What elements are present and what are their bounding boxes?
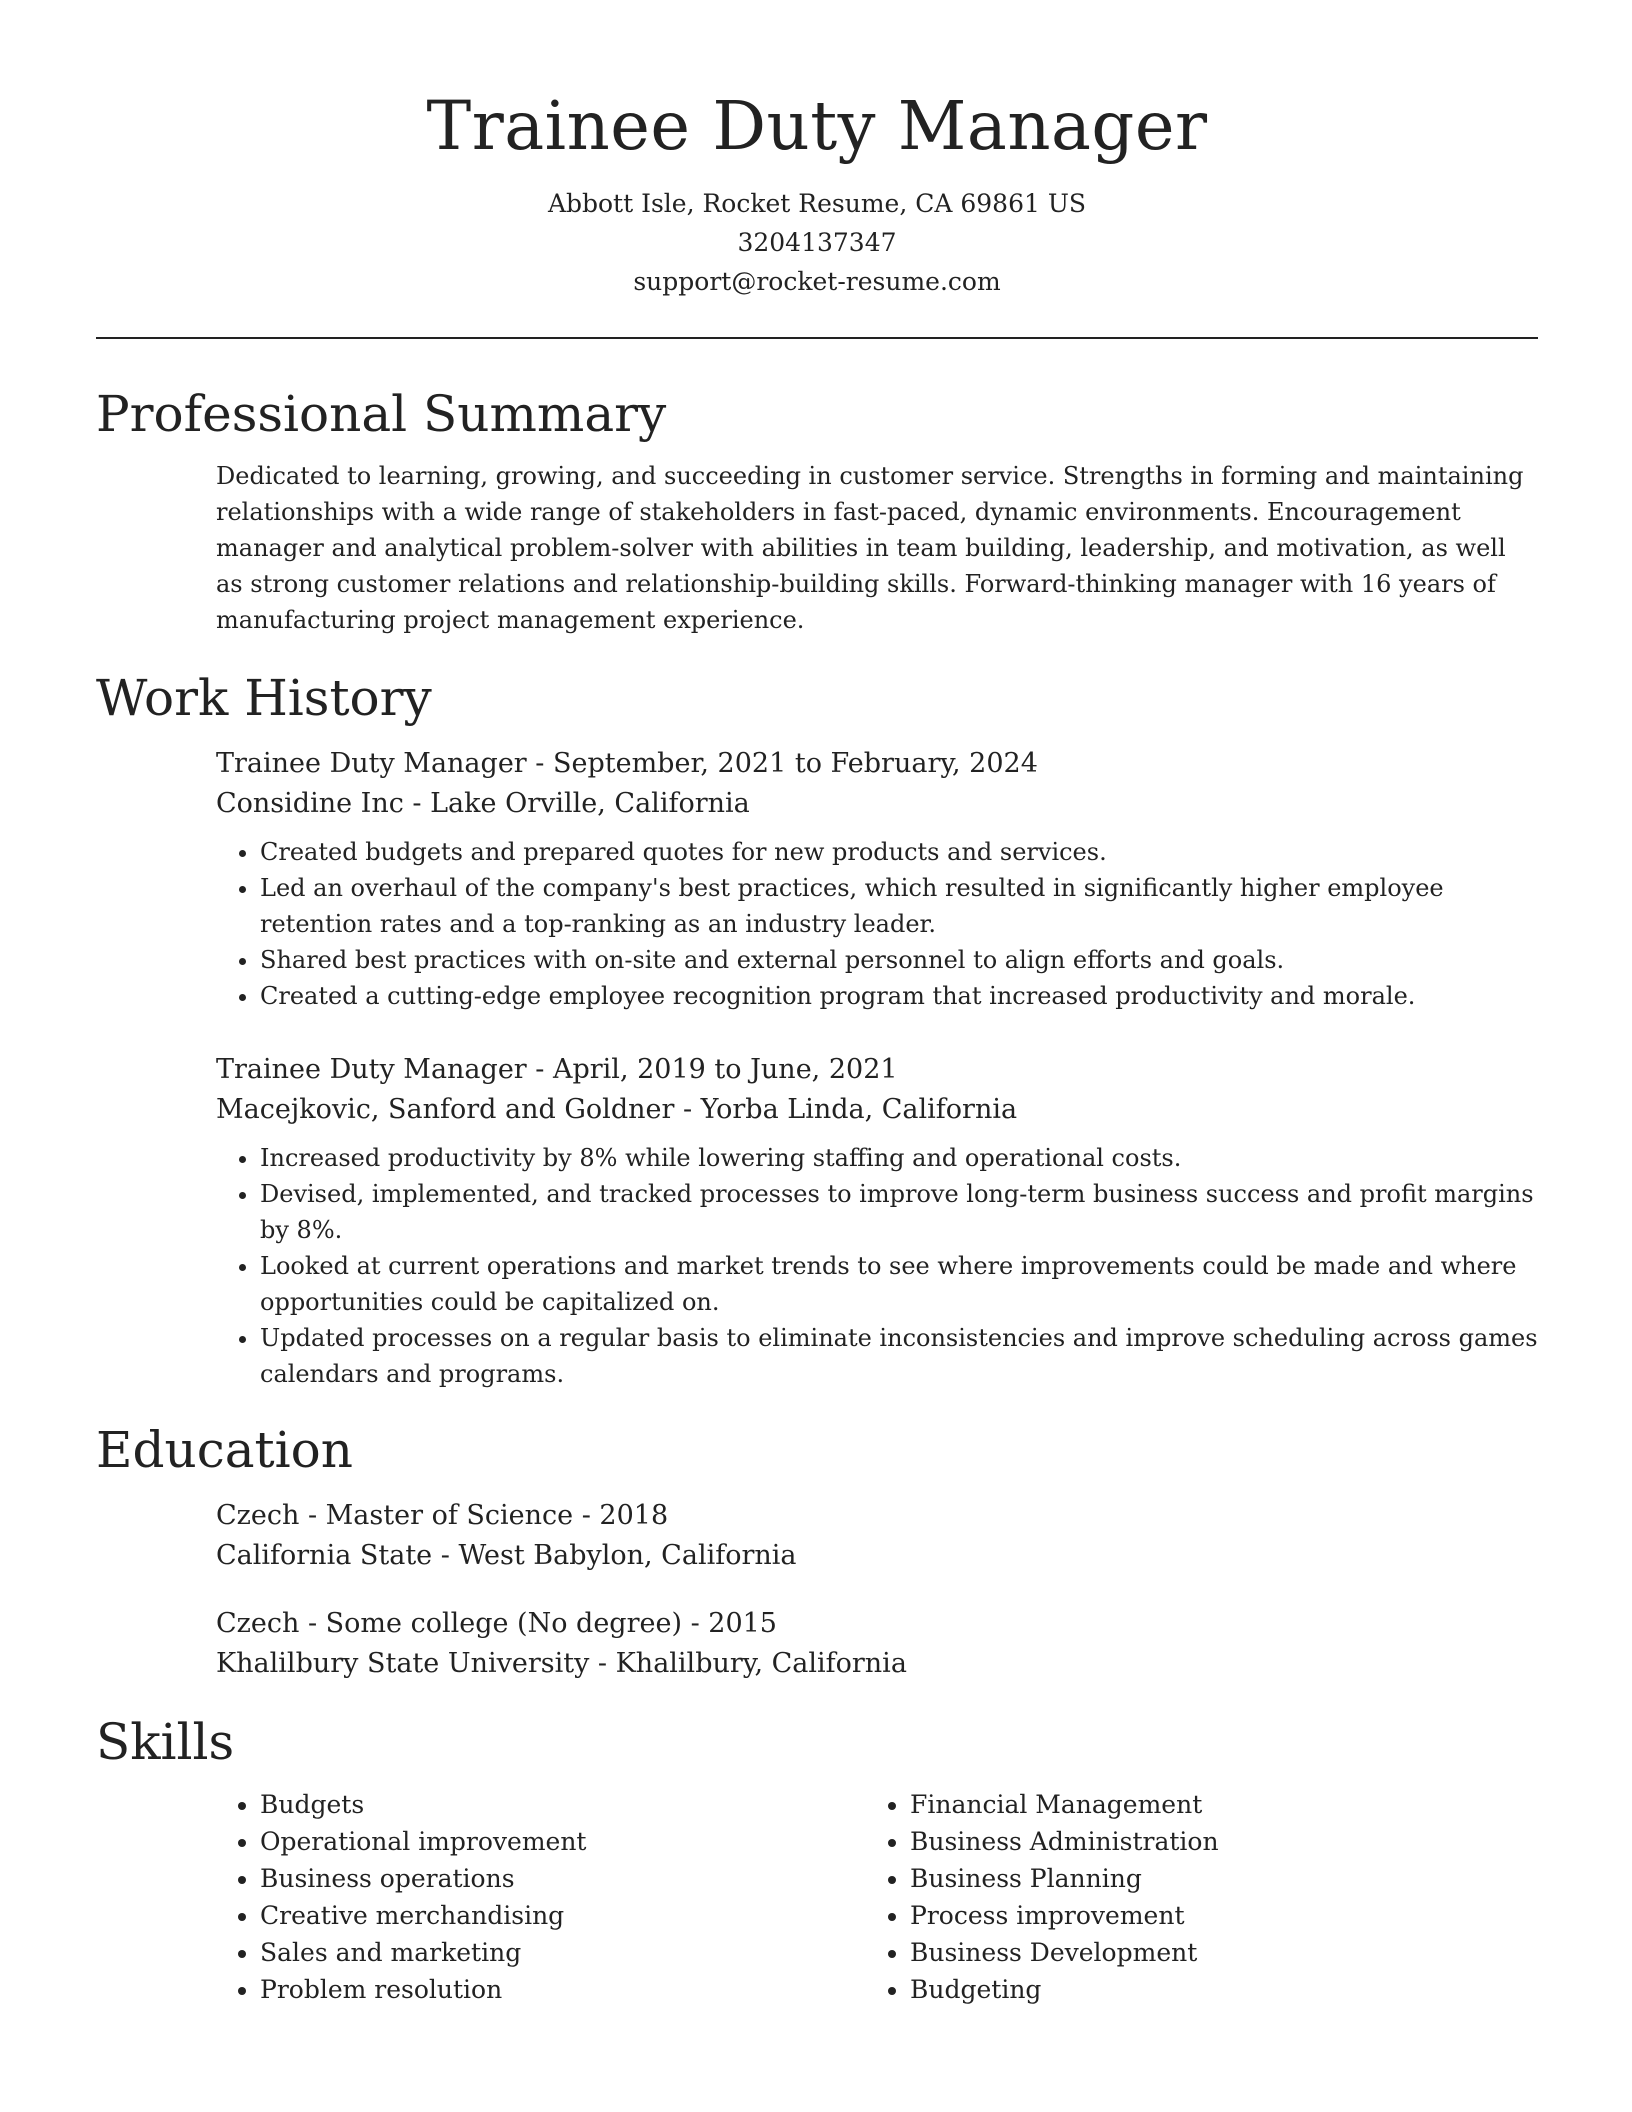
skills-section	[96, 1710, 1538, 2008]
skill-item: • Business Planning	[910, 1860, 1516, 1897]
education-title: Education	[96, 1421, 353, 1479]
job-bullets	[216, 834, 1538, 1014]
job-entry	[216, 744, 1538, 1014]
skills-column-left	[216, 1786, 866, 2008]
job-bullet: • Created a cutting-edge employee recognition program that increased productivity and morale.	[260, 978, 1538, 1014]
summary-section	[96, 382, 1538, 638]
job-bullet: • Updated processes on a regular basis to eliminate inconsistencies and improve scheduling across games calendars and programs.	[260, 1320, 1538, 1392]
job-bullet: • Increased productivity by 8% while lowering staffing and operational costs.	[260, 1140, 1538, 1176]
skills-title: Skills	[96, 1713, 235, 1771]
work-history-section	[96, 666, 1538, 1392]
job-title-line: Trainee Duty Manager - September, 2021 to February, 2024	[216, 748, 1038, 779]
skill-item: • Creative merchandising	[260, 1897, 866, 1934]
skill-item: • Business Administration	[910, 1823, 1516, 1860]
summary-text: Dedicated to learning, growing, and succeeding in customer service. Strengths in forming and maintaining relationships with a wide range of stakeholders in fast-paced, dynamic environments. Encouragement manager and analytical problem-solver with abilities in team building, leadership, and motivation, as well as strong customer relations and relationship-building skills. Forward-thinking manager with 16 years of manufacturing project management experience.	[216, 462, 1524, 634]
summary-title: Professional Summary	[96, 385, 667, 443]
skill-item: • Budgets	[260, 1786, 866, 1823]
education-school-line: California State - West Babylon, California	[216, 1540, 797, 1571]
skill-item: • Problem resolution	[260, 1971, 866, 2008]
candidate-name: Trainee Duty Manager	[426, 87, 1208, 165]
job-title-line: Trainee Duty Manager - April, 2019 to June, 2021	[216, 1054, 898, 1085]
job-bullet: • Looked at current operations and market trends to see where improvements could be made and where opportunities could be capitalized on.	[260, 1248, 1538, 1320]
contact-phone: 3204137347	[737, 228, 897, 257]
job-bullet: • Led an overhaul of the company's best practices, which resulted in significantly higher employee retention rates and a top-ranking as an industry leader.	[260, 870, 1538, 942]
education-degree-line: Czech - Master of Science - 2018	[216, 1500, 669, 1531]
education-school-line: Khalilbury State University - Khalilbury, California	[216, 1648, 907, 1679]
skill-item: • Process improvement	[910, 1897, 1516, 1934]
skill-item: • Financial Management	[910, 1786, 1516, 1823]
skill-item: • Sales and marketing	[260, 1934, 866, 1971]
job-bullet: • Created budgets and prepared quotes for new products and services.	[260, 834, 1538, 870]
job-entry	[216, 1050, 1538, 1392]
job-bullets	[216, 1140, 1538, 1392]
skill-item: • Business operations	[260, 1860, 866, 1897]
resume-page	[96, 0, 1538, 2004]
skill-item: • Operational improvement	[260, 1823, 866, 1860]
contact-address: Abbott Isle, Rocket Resume, CA 69861 US	[547, 189, 1087, 218]
education-entry	[216, 1496, 1538, 1576]
job-company-line: Macejkovic, Sanford and Goldner - Yorba Linda, California	[216, 1094, 1018, 1125]
job-company-line: Considine Inc - Lake Orville, California	[216, 788, 750, 819]
resume-header	[96, 0, 1538, 339]
contact-email: support@rocket-resume.com	[633, 267, 1001, 296]
skill-item: • Business Development	[910, 1934, 1516, 1971]
work-history-title: Work History	[96, 669, 432, 727]
skills-columns	[216, 1786, 1538, 2008]
job-bullet: • Shared best practices with on-site and external personnel to align efforts and goals.	[260, 942, 1538, 978]
education-degree-line: Czech - Some college (No degree) - 2015	[216, 1608, 777, 1639]
education-entry	[216, 1604, 1538, 1684]
skills-column-right	[866, 1786, 1516, 2008]
skill-item: • Budgeting	[910, 1971, 1516, 2008]
job-bullet: • Devised, implemented, and tracked processes to improve long-term business success and profit margins by 8%.	[260, 1176, 1538, 1248]
header-divider	[96, 337, 1538, 339]
contact-info	[96, 184, 1538, 301]
education-section	[96, 1418, 1538, 1684]
